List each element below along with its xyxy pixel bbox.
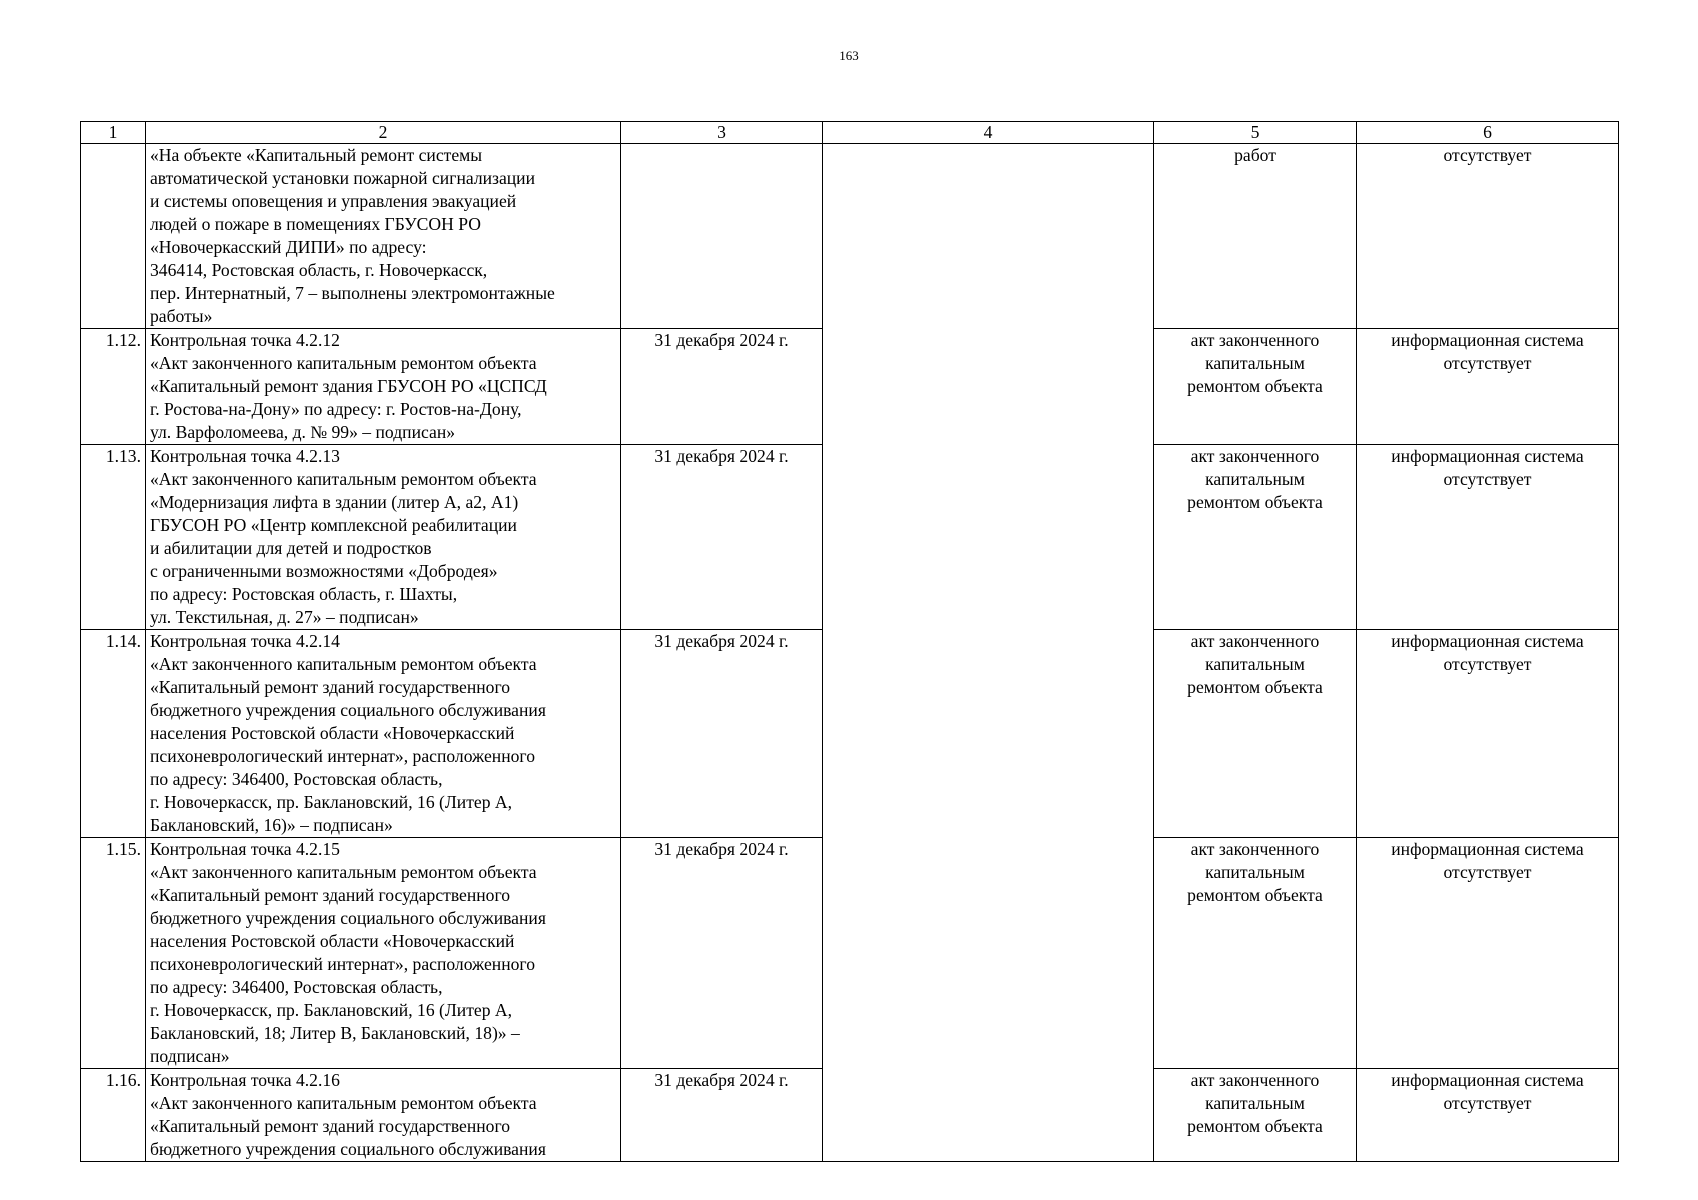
column-number-5: 5 — [1154, 122, 1357, 144]
column-number-6: 6 — [1357, 122, 1619, 144]
row-number: 1.14. — [81, 630, 146, 838]
row-document-type: акт законченного капитальным ремонтом объекта — [1154, 838, 1357, 1069]
row-document-type: работ — [1154, 144, 1357, 329]
row-number: 1.15. — [81, 838, 146, 1069]
row-deadline: 31 декабря 2024 г. — [621, 838, 823, 1069]
column-number-row — [81, 122, 1619, 144]
column-number-3: 3 — [621, 122, 823, 144]
table-row — [81, 144, 1619, 329]
row-responsible-merged — [823, 144, 1154, 1162]
row-deadline: 31 декабря 2024 г. — [621, 630, 823, 838]
row-description: Контрольная точка 4.2.12 «Акт законченного капитальным ремонтом объекта «Капитальный ремонт здания ГБУСОН РО «ЦСПСД г. Ростова-на-Дону» по адресу: г. Ростов-на-Дону, ул. Варфоломеева, д. № 99» – подписан» — [146, 329, 621, 445]
row-document-type: акт законченного капитальным ремонтом объекта — [1154, 329, 1357, 445]
control-points-table — [80, 121, 1619, 1162]
column-number-2: 2 — [146, 122, 621, 144]
row-information-system: информационная система отсутствует — [1357, 329, 1619, 445]
row-deadline: 31 декабря 2024 г. — [621, 445, 823, 630]
row-number — [81, 144, 146, 329]
row-description: «На объекте «Капитальный ремонт системы автоматической установки пожарной сигнализации и системы оповещения и управления эвакуацией людей о пожаре в помещениях ГБУСОН РО «Новочеркасский ДИПИ» по адресу: 346414, Ростовская область, г. Новочеркасск, пер. Интернатный, 7 – выполнены электромонтажные работы» — [146, 144, 621, 329]
row-number: 1.16. — [81, 1069, 146, 1162]
page-number: 163 — [839, 48, 859, 63]
row-document-type: акт законченного капитальным ремонтом объекта — [1154, 1069, 1357, 1162]
row-information-system: информационная система отсутствует — [1357, 630, 1619, 838]
row-deadline — [621, 144, 823, 329]
row-information-system: информационная система отсутствует — [1357, 445, 1619, 630]
column-number-1: 1 — [81, 122, 146, 144]
row-deadline: 31 декабря 2024 г. — [621, 1069, 823, 1162]
row-number: 1.12. — [81, 329, 146, 445]
row-description: Контрольная точка 4.2.15 «Акт законченного капитальным ремонтом объекта «Капитальный ремонт зданий государственного бюджетного учреждения социального обслуживания населения Ростовской области «Новочеркасский психоневрологический интернат», расположенного по адресу: 346400, Ростовская область, г. Новочеркасск, пр. Баклановский, 16 (Литер А, Баклановский, 18; Литер В, Баклановский, 18)» – подписан» — [146, 838, 621, 1069]
row-description: Контрольная точка 4.2.13 «Акт законченного капитальным ремонтом объекта «Модернизация лифта в здании (литер А, а2, А1) ГБУСОН РО «Центр комплексной реабилитации и абилитации для детей и подростков с ограниченными возможностями «Добродея» по адресу: Ростовская область, г. Шахты, ул. Текстильная, д. 27» – подписан» — [146, 445, 621, 630]
row-document-type: акт законченного капитальным ремонтом объекта — [1154, 630, 1357, 838]
column-number-4: 4 — [823, 122, 1154, 144]
row-information-system: информационная система отсутствует — [1357, 838, 1619, 1069]
row-description: Контрольная точка 4.2.14 «Акт законченного капитальным ремонтом объекта «Капитальный ремонт зданий государственного бюджетного учреждения социального обслуживания населения Ростовской области «Новочеркасский психоневрологический интернат», расположенного по адресу: 346400, Ростовская область, г. Новочеркасск, пр. Баклановский, 16 (Литер А, Баклановский, 16)» – подписан» — [146, 630, 621, 838]
row-information-system: информационная система отсутствует — [1357, 1069, 1619, 1162]
row-description: Контрольная точка 4.2.16 «Акт законченного капитальным ремонтом объекта «Капитальный ремонт зданий государственного бюджетного учреждения социального обслуживания — [146, 1069, 621, 1162]
row-number: 1.13. — [81, 445, 146, 630]
row-deadline: 31 декабря 2024 г. — [621, 329, 823, 445]
row-document-type: акт законченного капитальным ремонтом объекта — [1154, 445, 1357, 630]
row-information-system: отсутствует — [1357, 144, 1619, 329]
